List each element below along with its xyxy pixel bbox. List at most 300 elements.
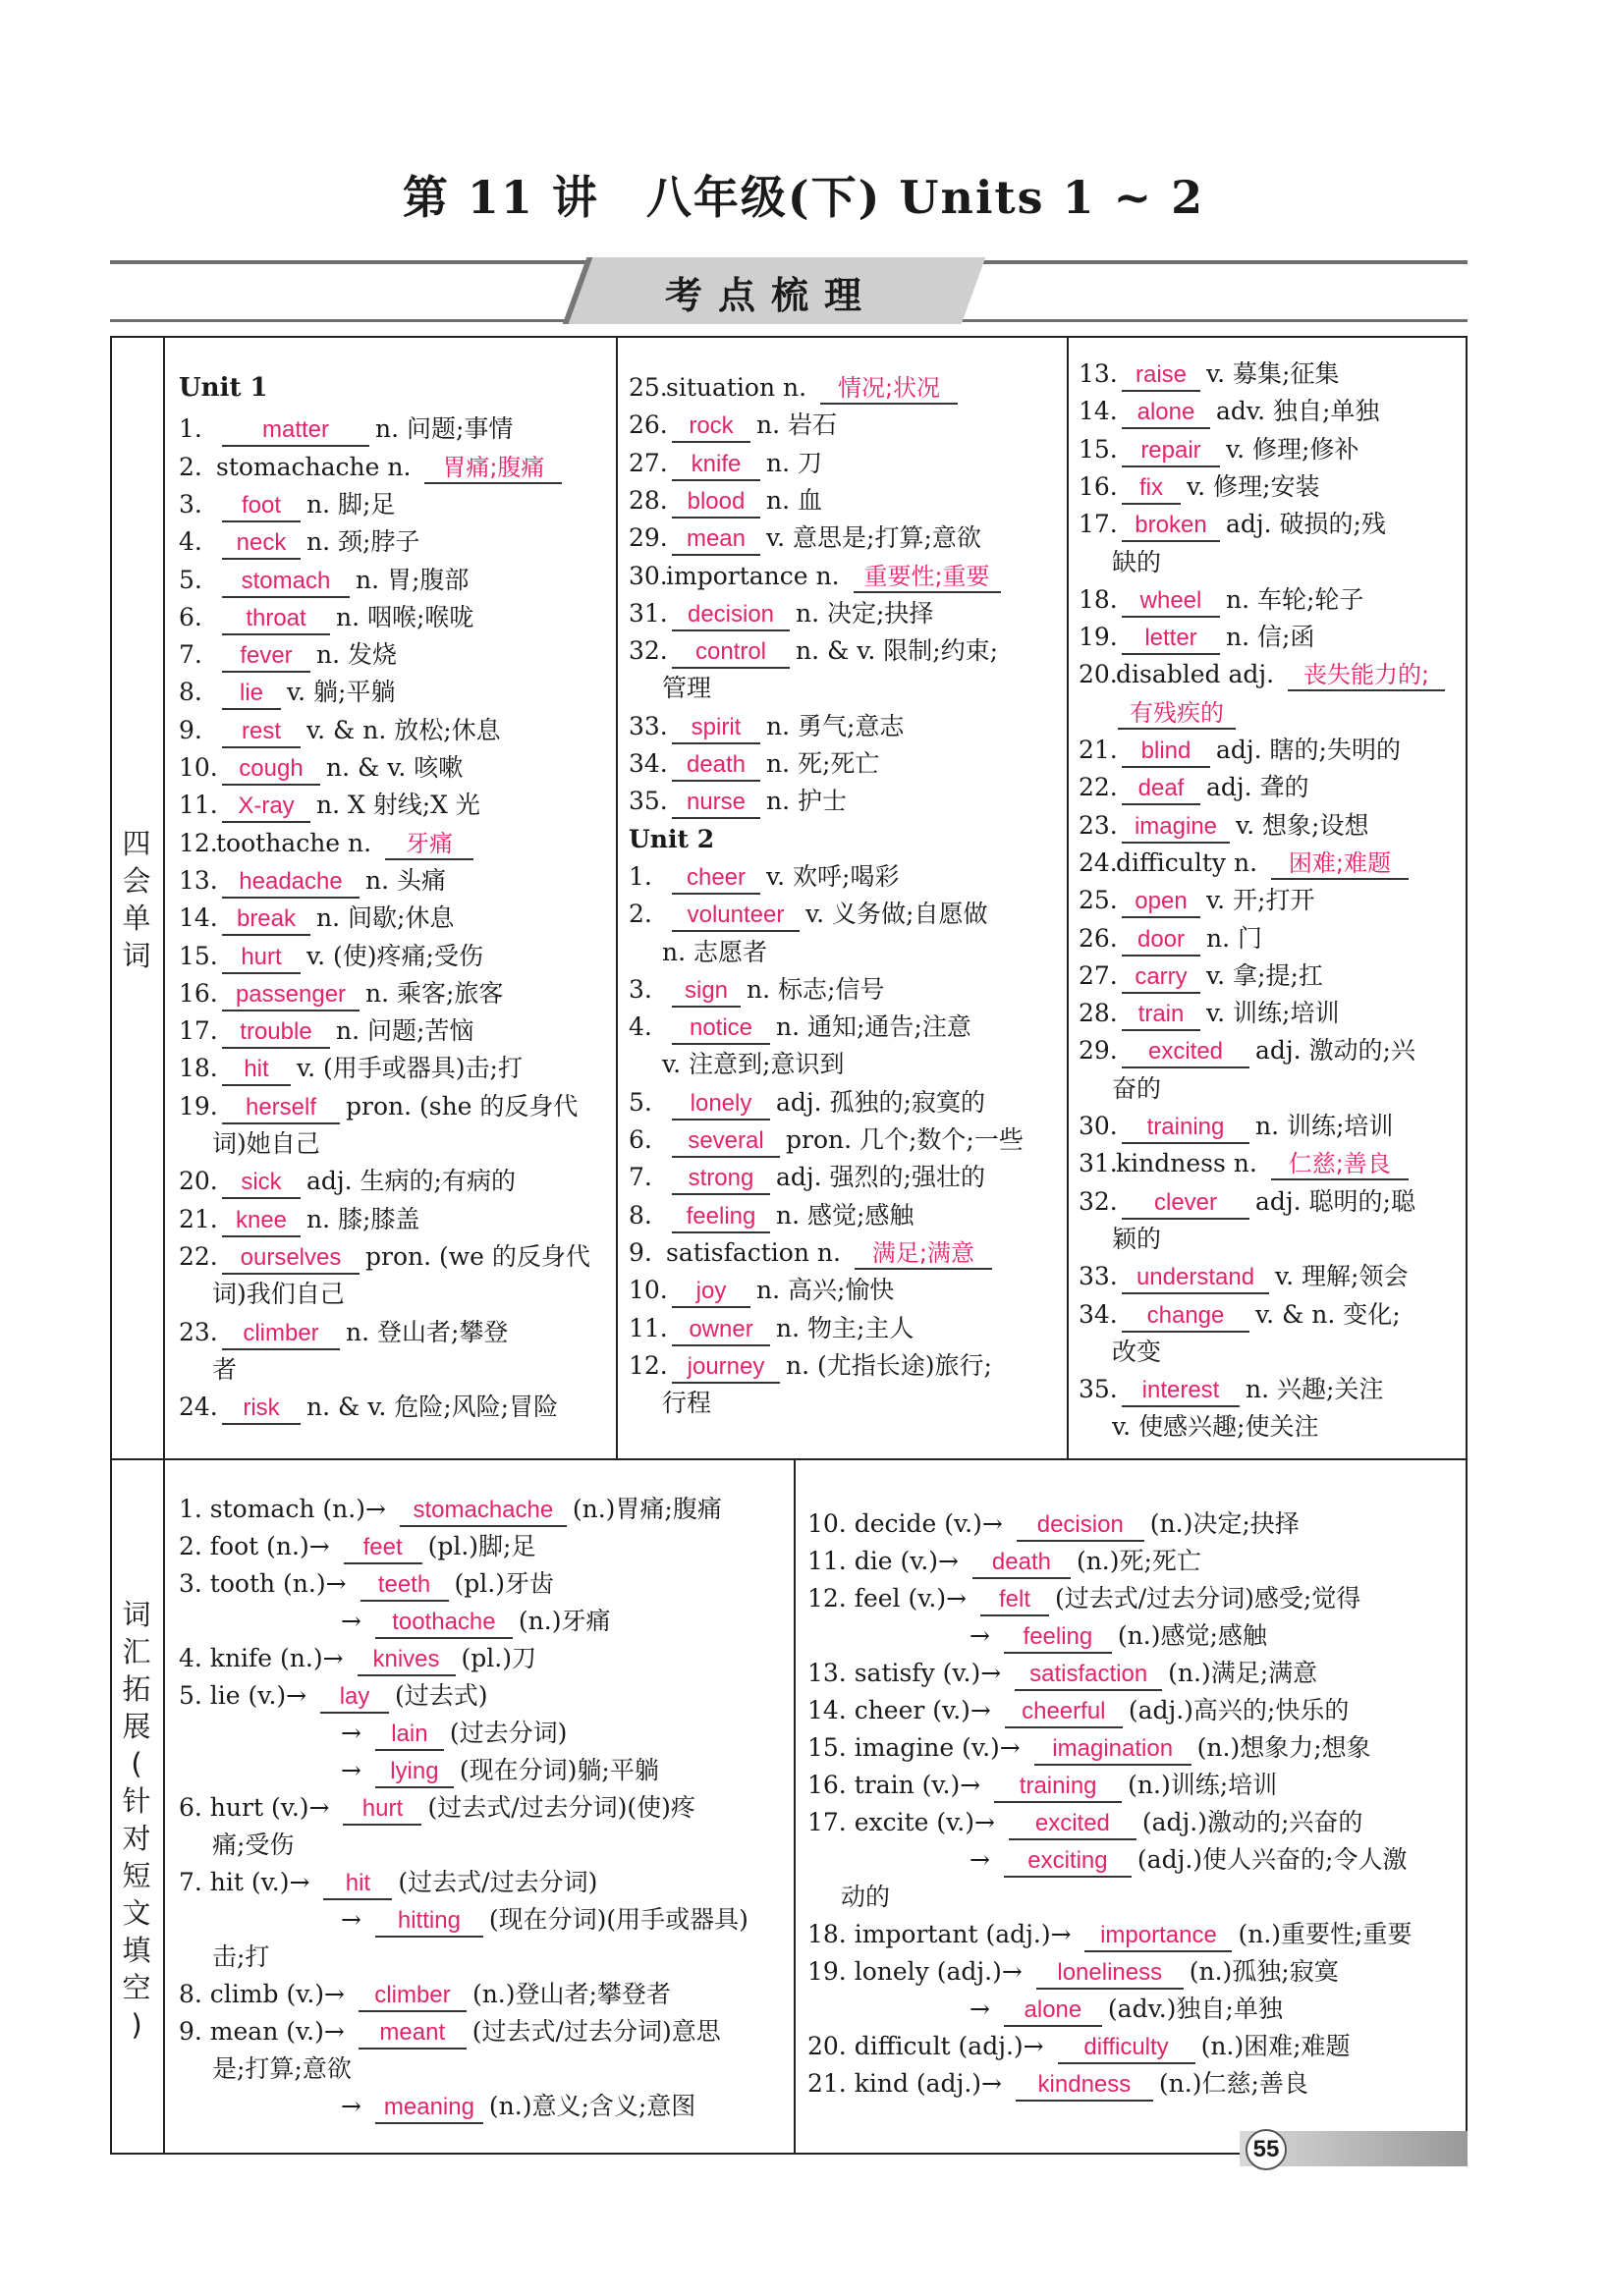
page-number: 55 [1246, 2129, 1287, 2170]
word-entry [179, 938, 483, 975]
answer-blank: meaning [375, 2093, 483, 2124]
item-number: 21. [1079, 736, 1118, 764]
answer-blank: foot [222, 491, 301, 522]
definition: n. 膝;膝盖 [306, 1204, 420, 1233]
prompt-word: → [341, 1607, 369, 1635]
answer-blank: owner [672, 1315, 770, 1346]
definition: n. 感觉;感触 [776, 1200, 914, 1230]
page-title: 第 11 讲 八年级(下) Units 1 ~ 2 [402, 171, 1205, 224]
definition: n. 岩石 [756, 410, 837, 440]
section-banner: 考点梳理 [664, 274, 877, 317]
prompt-word: stomachache n. [216, 452, 419, 481]
word-entry [1112, 1070, 1161, 1108]
word-entry [179, 1088, 578, 1125]
word-entry [1079, 581, 1363, 619]
definition: v. & n. 变化; [1255, 1299, 1401, 1329]
item-number: 16. [179, 978, 218, 1008]
prompt-word: 15. imagine (v.)→ [807, 1733, 1028, 1762]
answer-blank: lain [375, 1720, 444, 1751]
definition: (过去式/过去分词)意思 [471, 2017, 721, 2046]
word-entry [629, 1310, 914, 1347]
word-entry [1079, 1032, 1415, 1069]
expansion-entry [179, 1528, 536, 1565]
prompt-word: 18. important (adj.)→ [807, 1920, 1080, 1948]
answer-blank: lay [320, 1682, 389, 1714]
answer-blank: training [1122, 1113, 1249, 1144]
word-entry [629, 445, 822, 482]
answer-blank: rest [222, 717, 301, 748]
expansion-entry [179, 1491, 722, 1528]
item-number: 1. [179, 414, 202, 444]
answer-blank: hit [323, 1869, 392, 1900]
item-number: 35. [1079, 1375, 1118, 1404]
definition: v. 理解;领会 [1275, 1262, 1409, 1291]
word-entry [179, 900, 454, 937]
word-entry [1079, 995, 1339, 1032]
definition: (过去式/过去分词) [398, 1868, 598, 1896]
definition: v. 注意到;意识到 [662, 1050, 845, 1079]
word-entry [662, 1385, 711, 1422]
word-entry [179, 1389, 558, 1426]
side-label-expansion: 词 汇 拓 展 ( 针 对 短 文 填 空 ) [122, 1598, 151, 2042]
answer-blank: hit [222, 1055, 291, 1086]
expansion-entry [970, 1841, 1407, 1879]
definition: (n.)登山者;攀登者 [471, 1980, 671, 2008]
definition: (n.)想象力;想象 [1196, 1733, 1371, 1762]
word-entry [629, 821, 714, 858]
definition: n. 勇气;意志 [766, 711, 905, 740]
answer-blank: decision [672, 600, 790, 631]
word-entry [1079, 355, 1339, 393]
definition: 动的 [841, 1883, 891, 1911]
answer-blank: nurse [672, 788, 760, 819]
definition: n. 问题;事情 [375, 414, 514, 444]
definition: (pl.)牙齿 [454, 1569, 554, 1598]
definition: (n.)孤独;寂寞 [1189, 1957, 1339, 1986]
answer-blank: loneliness [1036, 1958, 1184, 1990]
definition: v. 欢呼;喝彩 [766, 861, 900, 891]
item-number: 21. [179, 1204, 218, 1233]
prompt-word: 8. climb (v.)→ [179, 1980, 353, 2008]
expansion-entry [970, 1617, 1267, 1655]
definition: (pl.)脚;足 [427, 1532, 536, 1560]
definition: (n.)训练;培训 [1128, 1771, 1278, 1799]
definition: n. 决定;抉择 [796, 598, 934, 628]
prompt-word: 5. lie (v.)→ [179, 1681, 315, 1710]
definition: n. (尤指长途)旅行; [786, 1350, 992, 1380]
definition: (n.)仁慈;善良 [1158, 2069, 1308, 2098]
definition: v. 躺;平躺 [287, 678, 396, 707]
definition: n. 颈;脖子 [306, 527, 420, 557]
expansion-entry [841, 1879, 890, 1916]
answer-blank: knife [672, 450, 760, 481]
divider [1067, 336, 1069, 1460]
item-number: 33. [629, 711, 668, 740]
prompt-word: 10. decide (v.)→ [807, 1509, 1011, 1538]
definition: v. (用手或器具)击;打 [297, 1054, 523, 1083]
expansion-entry [179, 2013, 721, 2050]
item-number: 13. [1079, 359, 1118, 388]
answer-blank: lie [222, 679, 281, 710]
word-entry [629, 745, 879, 783]
item-number: 5. [629, 1087, 652, 1117]
word-entry [179, 862, 446, 900]
expansion-entry [807, 1692, 1349, 1729]
definition: 行程 [662, 1389, 712, 1418]
word-entry [1079, 506, 1386, 543]
prompt-word: 14. cheer (v.)→ [807, 1696, 999, 1724]
definition: 颖的 [1112, 1224, 1162, 1253]
item-number: 18. [179, 1054, 218, 1083]
item-number: 26. [1079, 923, 1118, 953]
answer-blank: deaf [1122, 774, 1200, 805]
item-number: 19. [179, 1091, 218, 1121]
answer-blank: death [672, 750, 760, 782]
answer-blank: rock [672, 411, 750, 443]
word-entry [179, 825, 479, 862]
definition: v. 义务做;自愿做 [805, 900, 988, 929]
item-number: 17. [1079, 510, 1118, 539]
definition: (adj.)激动的;兴奋的 [1141, 1808, 1363, 1836]
word-entry [662, 1046, 844, 1083]
definition: 改变 [1112, 1337, 1162, 1366]
word-entry [179, 674, 395, 711]
answer-blank: climber [359, 1981, 467, 2012]
definition: (n.)重要性;重要 [1238, 1920, 1413, 1948]
expansion-entry [807, 2028, 1351, 2065]
definition: 者 [212, 1354, 238, 1384]
expansion-entry [179, 1789, 695, 1827]
answer-blank: sign [672, 976, 741, 1008]
answer-blank: blood [672, 487, 760, 519]
item-number: 4. [629, 1012, 652, 1042]
expansion-entry [341, 1715, 567, 1752]
item-number: 29. [629, 523, 668, 553]
definition: 是;打算;意欲 [212, 2054, 352, 2083]
answer-blank: excited [1009, 1809, 1136, 1840]
expansion-entry [807, 1767, 1277, 1804]
item-number: 31. [629, 598, 668, 628]
word-entry [1112, 1334, 1161, 1371]
answer-blank: difficulty [1058, 2033, 1195, 2064]
answer-blank: understand [1122, 1263, 1269, 1294]
answer-blank: death [972, 1548, 1071, 1579]
definition: v. 意思是;打算;意欲 [766, 523, 981, 553]
answer-blank: 困难;难题 [1271, 848, 1409, 880]
answer-blank: open [1122, 887, 1200, 918]
word-entry [629, 896, 987, 933]
prompt-word: → [341, 1905, 369, 1934]
word-entry [1079, 1145, 1414, 1182]
definition: (n.)困难;难题 [1200, 2032, 1351, 2060]
item-number: 2. [179, 452, 202, 481]
answer-blank: alone [1004, 1995, 1102, 2027]
word-entry [179, 486, 395, 523]
item-number: 8. [629, 1200, 652, 1230]
word-entry [1079, 393, 1379, 430]
word-entry [212, 1276, 345, 1313]
item-number: 14. [1079, 397, 1118, 426]
definition: adv. 独自;单独 [1216, 397, 1380, 426]
definition: v. 修理;修补 [1226, 434, 1359, 464]
item-number: 15. [1079, 434, 1118, 464]
word-entry [629, 632, 998, 670]
answer-blank: 满足;满意 [855, 1238, 992, 1270]
definition: adj. 聋的 [1206, 773, 1309, 802]
answer-blank: climber [222, 1319, 340, 1350]
definition: adj. 破损的;残 [1226, 510, 1386, 539]
item-number: 27. [1079, 960, 1118, 990]
prompt-word: 3. tooth (n.)→ [179, 1569, 355, 1598]
prompt-word: difficulty n. [1116, 847, 1265, 877]
answer-blank: importance [1084, 1921, 1232, 1952]
answer-blank: change [1122, 1301, 1249, 1333]
definition: n. 头痛 [365, 865, 446, 895]
word-entry [629, 558, 1007, 595]
answer-blank: imagination [1034, 1734, 1191, 1766]
answer-blank: herself [222, 1093, 340, 1124]
word-entry [179, 1201, 419, 1238]
item-number: 12. [179, 828, 218, 857]
word-entry [1079, 619, 1314, 656]
item-number: 2. [629, 900, 652, 929]
definition: (adj.)高兴的;快乐的 [1128, 1696, 1350, 1724]
prompt-word: importance n. [666, 561, 848, 590]
item-number: 24. [1079, 847, 1118, 877]
answer-blank: raise [1122, 360, 1200, 392]
word-entry [1079, 1108, 1393, 1145]
item-number: 32. [629, 636, 668, 666]
item-number: 20. [179, 1167, 218, 1196]
expansion-entry [807, 1505, 1300, 1543]
word-entry [629, 482, 822, 519]
expansion-entry [212, 1939, 269, 1976]
definition: (adv.)独自;单独 [1107, 1995, 1283, 2023]
expansion-entry [807, 1729, 1371, 1767]
definition: (现在分词)(用手或器具) [488, 1905, 748, 1934]
answer-blank: matter [222, 415, 369, 447]
prompt-word: → [970, 1995, 998, 2023]
item-number: 20. [1079, 660, 1118, 689]
word-entry [179, 1238, 590, 1276]
word-entry [629, 971, 884, 1009]
item-number: 9. [629, 1237, 652, 1267]
unit-heading: Unit 2 [629, 824, 715, 853]
answer-blank: cough [222, 754, 320, 786]
definition: v. & n. 放松;休息 [306, 715, 501, 744]
definition: v. 修理;安装 [1187, 471, 1320, 501]
definition: n. & v. 限制;约束; [796, 636, 999, 666]
answer-blank: 胃痛;腹痛 [424, 453, 562, 484]
answer-blank: letter [1122, 624, 1220, 655]
answer-blank: risk [222, 1394, 301, 1425]
word-entry [212, 1125, 320, 1163]
answer-blank: mean [672, 524, 760, 556]
item-number: 28. [1079, 999, 1118, 1028]
definition: (pl.)刀 [461, 1644, 536, 1672]
prompt-word: 19. lonely (adj.)→ [807, 1957, 1030, 1986]
word-entry [629, 1084, 985, 1121]
definition: n. 高兴;愉快 [756, 1276, 895, 1305]
item-number: 26. [629, 410, 668, 440]
item-number: 6. [179, 602, 202, 631]
answer-blank: repair [1122, 436, 1220, 467]
item-number: 35. [629, 787, 668, 816]
definition: (现在分词)躺;平躺 [459, 1756, 659, 1784]
expansion-entry [970, 1991, 1283, 2028]
prompt-word: 6. hurt (v.)→ [179, 1793, 338, 1822]
word-entry [629, 1197, 914, 1234]
item-number: 5. [179, 565, 202, 594]
item-number: 1. [629, 861, 652, 891]
prompt-word: 4. knife (n.)→ [179, 1644, 352, 1672]
word-entry [179, 410, 513, 448]
item-number: 9. [179, 715, 202, 744]
answer-blank: X-ray [222, 792, 310, 823]
definition: (n.)牙痛 [518, 1607, 611, 1635]
item-number: 25. [629, 373, 668, 402]
word-entry [1079, 468, 1319, 506]
definition: n. 通知;通告;注意 [776, 1012, 971, 1042]
item-number: 13. [179, 865, 218, 895]
answer-blank: 情况;状况 [820, 373, 958, 405]
answer-blank: 丧失能力的; [1288, 660, 1445, 691]
item-number: 34. [629, 749, 668, 778]
answer-blank: neck [222, 528, 301, 560]
definition: n. 血 [766, 485, 822, 515]
expansion-entry [179, 1640, 536, 1677]
answer-blank: sick [222, 1168, 301, 1199]
definition: 管理 [662, 674, 712, 703]
definition: n. 信;函 [1226, 623, 1315, 652]
prompt-word: 1. stomach (n.)→ [179, 1495, 394, 1523]
definition: 击;打 [212, 1942, 270, 1971]
answer-blank: spirit [672, 713, 760, 744]
answer-blank: kindness [1016, 2070, 1153, 2102]
definition: n. 乘客;旅客 [365, 978, 504, 1008]
prompt-word: 16. train (v.)→ [807, 1771, 989, 1799]
definition: n. 问题;苦恼 [336, 1016, 474, 1046]
word-entry [1079, 656, 1451, 693]
word-entry [1079, 920, 1262, 957]
definition: adj. 瞎的;失明的 [1216, 736, 1401, 764]
definition: 缺的 [1112, 547, 1162, 576]
answer-blank: hurt [222, 943, 301, 974]
prompt-word: 9. mean (v.)→ [179, 2017, 353, 2046]
prompt-word: kindness n. [1116, 1149, 1265, 1178]
answer-blank: hitting [375, 1906, 483, 1938]
side-label-four-words: 四 会 单 词 [122, 827, 151, 972]
word-entry [629, 708, 904, 745]
answer-blank: excited [1122, 1037, 1249, 1068]
answer-blank: notice [672, 1013, 770, 1045]
word-entry [629, 595, 933, 632]
word-entry [1079, 769, 1309, 806]
definition: pron. (we 的反身代 [365, 1241, 590, 1271]
prompt-word: toothache n. [216, 828, 380, 857]
definition: n. 死;死亡 [766, 749, 880, 778]
item-number: 33. [1079, 1262, 1118, 1291]
definition: v. (使)疼痛;受伤 [306, 941, 483, 970]
answer-blank: strong [672, 1164, 770, 1195]
item-number: 27. [629, 448, 668, 477]
divider [794, 1458, 796, 2155]
word-entry [179, 712, 501, 749]
prompt-word: 13. satisfy (v.)→ [807, 1659, 1010, 1687]
definition: adj. 生病的;有病的 [306, 1167, 516, 1196]
item-number: 7. [179, 640, 202, 670]
answer-blank: hurt [343, 1794, 421, 1826]
definition: v. 想象;设想 [1236, 810, 1369, 840]
prompt-word: 7. hit (v.)→ [179, 1868, 318, 1896]
definition: n. 门 [1206, 923, 1262, 953]
expansion-entry [807, 2065, 1308, 2103]
word-entry [179, 1012, 473, 1050]
prompt-word: situation n. [666, 373, 815, 402]
item-number: 6. [629, 1125, 652, 1154]
prompt-word: → [970, 1845, 998, 1874]
item-number: 10. [179, 753, 218, 782]
item-number: 17. [179, 1016, 218, 1046]
item-number: 4. [179, 527, 202, 557]
answer-blank: cheer [672, 863, 760, 895]
item-number: 30. [629, 561, 668, 590]
answer-blank: blind [1122, 737, 1210, 768]
item-number: 3. [179, 489, 202, 519]
definition: (n.)满足;满意 [1168, 1659, 1318, 1687]
word-entry [179, 1050, 523, 1087]
answer-blank: satisfaction [1015, 1660, 1162, 1691]
expansion-entry [341, 2088, 695, 2125]
definition: (过去式) [395, 1681, 488, 1710]
prompt-word: → [970, 1621, 998, 1650]
definition: n. 车轮;轮子 [1226, 584, 1364, 614]
item-number: 14. [179, 903, 218, 933]
item-number: 31. [1079, 1149, 1118, 1178]
item-number: 11. [629, 1313, 668, 1342]
expansion-entry [212, 2050, 352, 2088]
prompt-word: → [341, 1756, 369, 1784]
word-entry [629, 1121, 1024, 1159]
expansion-entry [807, 1655, 1317, 1692]
item-number: 15. [179, 941, 218, 970]
prompt-word: 2. foot (n.)→ [179, 1532, 338, 1560]
item-number: 34. [1079, 1299, 1118, 1329]
answer-blank: lying [375, 1757, 454, 1788]
word-entry [179, 975, 503, 1012]
expansion-entry [807, 1543, 1201, 1580]
item-number: 29. [1079, 1036, 1118, 1066]
word-entry [629, 407, 837, 444]
word-entry [1112, 694, 1242, 732]
word-entry [1079, 1296, 1401, 1334]
answer-blank: train [1122, 1000, 1200, 1031]
definition: 词)她自己 [212, 1129, 320, 1158]
word-entry [629, 783, 847, 820]
word-entry [179, 749, 463, 787]
expansion-entry [341, 1603, 610, 1640]
definition: (adj.)使人兴奋的;令人激 [1136, 1845, 1408, 1874]
word-entry [629, 1272, 894, 1309]
definition: (过去式/过去分词)(使)疼 [427, 1793, 695, 1822]
word-entry [629, 1159, 985, 1196]
word-entry [1079, 1371, 1383, 1408]
definition: n. 发烧 [316, 640, 397, 670]
answer-blank: feeling [1004, 1622, 1112, 1654]
prompt-word: disabled adj. [1116, 660, 1283, 689]
word-entry [629, 369, 964, 407]
definition: n. & v. 危险;风险;冒险 [306, 1393, 559, 1422]
